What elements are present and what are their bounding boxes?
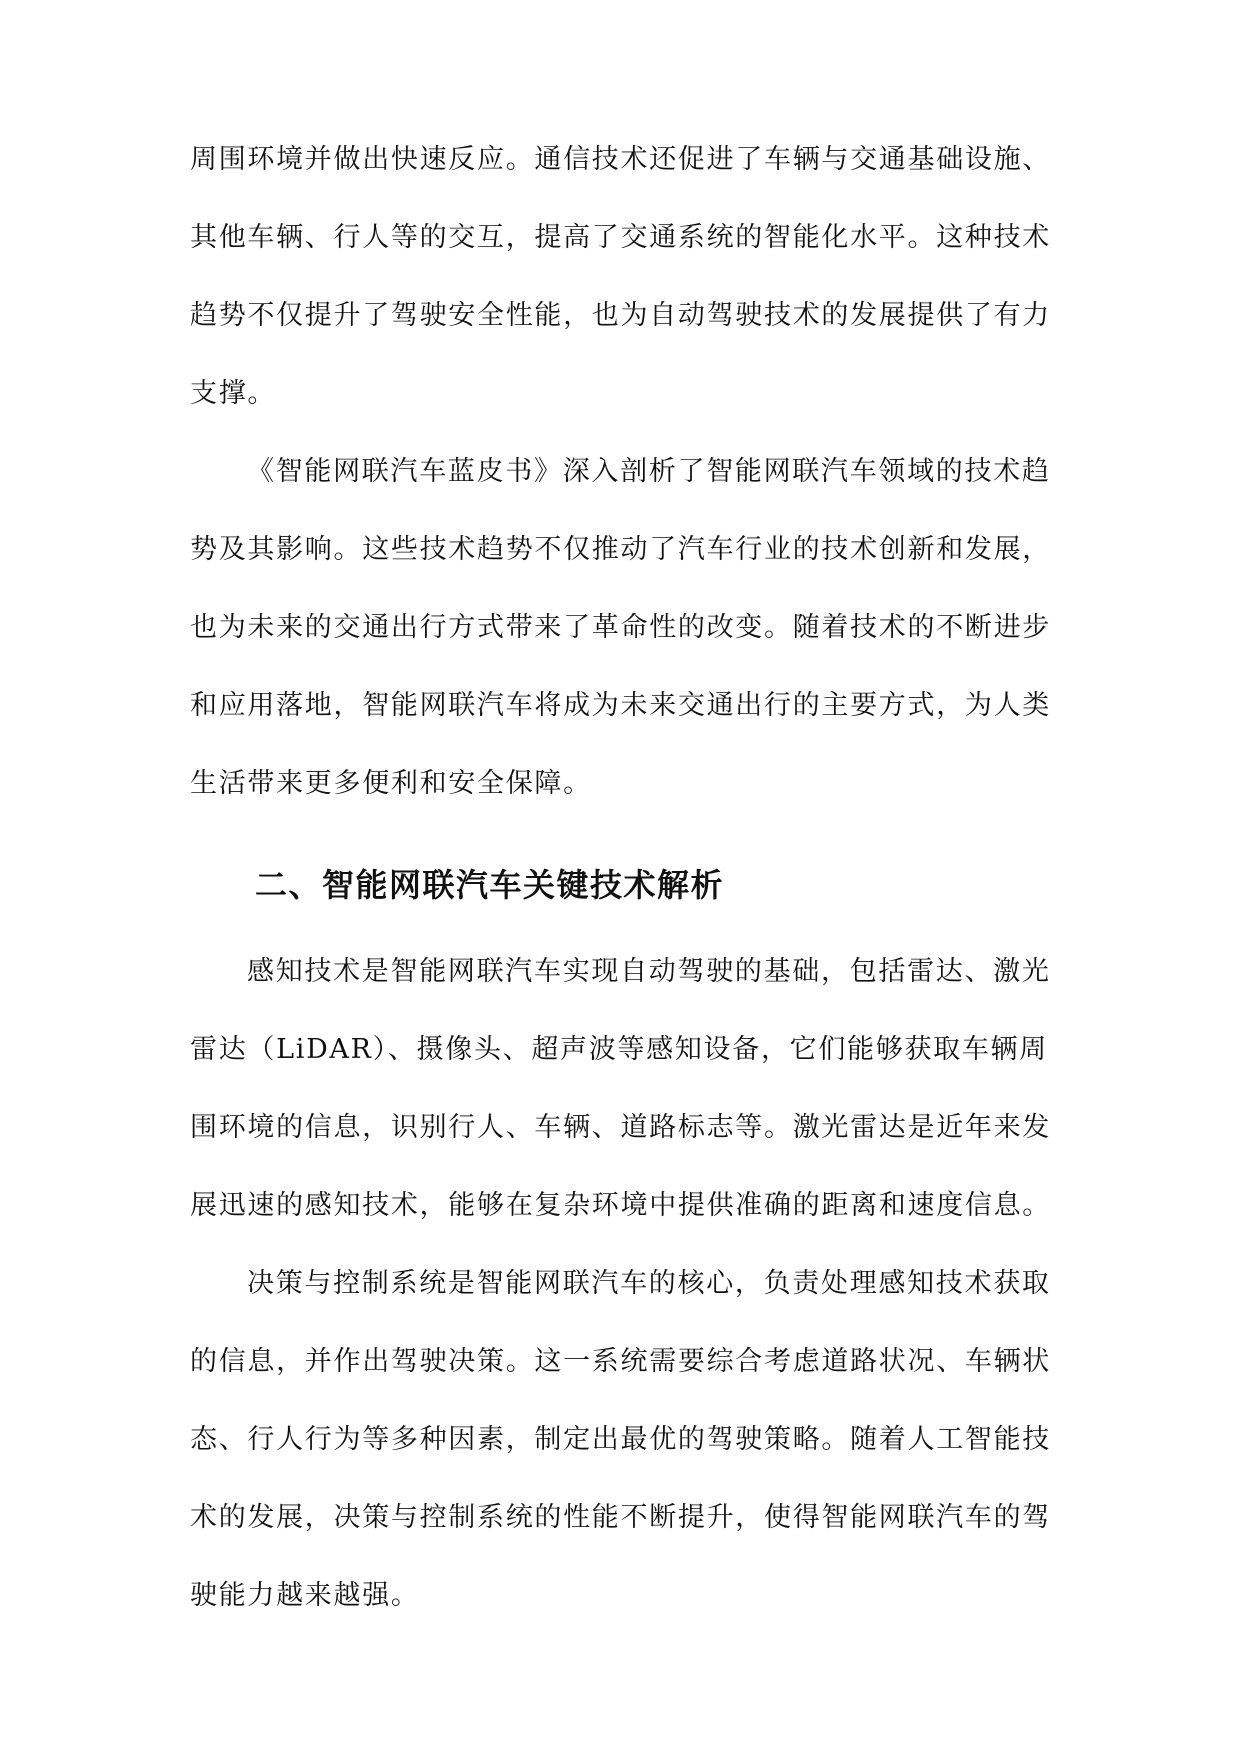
paragraph-2-line-4: 和应用落地，智能网联汽车将成为未来交通出行的主要方式，为人类 [190, 690, 1051, 721]
paragraph-4-line-3: 态、行人行为等多种因素，制定出最优的驾驶策略。随着人工智能技 [190, 1424, 1051, 1455]
paragraph-2-line-5: 生活带来更多便利和安全保障。 [190, 768, 592, 799]
paragraph-1-line-1: 周围环境并做出快速反应。通信技术还促进了车辆与交通基础设施、 [190, 144, 1051, 175]
paragraph-2-line-2: 势及其影响。这些技术趋势不仅推动了汽车行业的技术创新和发展， [190, 534, 1051, 565]
paragraph-3-line-2: 雷达（LiDAR）、摄像头、超声波等感知设备，它们能够获取车辆周 [190, 1034, 1048, 1065]
paragraph-2-line-1: 《智能网联汽车蓝皮书》深入剖析了智能网联汽车领域的技术趋 [247, 456, 1051, 487]
paragraph-2-line-3: 也为未来的交通出行方式带来了革命性的改变。随着技术的不断进步 [190, 612, 1051, 643]
paragraph-4-line-5: 驶能力越来越强。 [190, 1580, 420, 1611]
paragraph-1-line-4: 支撑。 [190, 378, 277, 409]
section-heading: 二、智能网联汽车关键技术解析 [255, 866, 725, 904]
paragraph-4-line-1: 决策与控制系统是智能网联汽车的核心，负责处理感知技术获取 [247, 1268, 1051, 1299]
paragraph-1-line-3: 趋势不仅提升了驾驶安全性能，也为自动驾驶技术的发展提供了有力 [190, 300, 1051, 331]
paragraph-3-line-3: 围环境的信息，识别行人、车辆、道路标志等。激光雷达是近年来发 [190, 1112, 1051, 1143]
paragraph-1-line-2: 其他车辆、行人等的交互，提高了交通系统的智能化水平。这种技术 [190, 222, 1051, 253]
paragraph-4-line-4: 术的发展，决策与控制系统的性能不断提升，使得智能网联汽车的驾 [190, 1502, 1051, 1533]
paragraph-3-line-4: 展迅速的感知技术，能够在复杂环境中提供准确的距离和速度信息。 [190, 1190, 1051, 1221]
paragraph-4-line-2: 的信息，并作出驾驶决策。这一系统需要综合考虑道路状况、车辆状 [190, 1346, 1051, 1377]
paragraph-3-line-1: 感知技术是智能网联汽车实现自动驾驶的基础，包括雷达、激光 [247, 956, 1051, 987]
